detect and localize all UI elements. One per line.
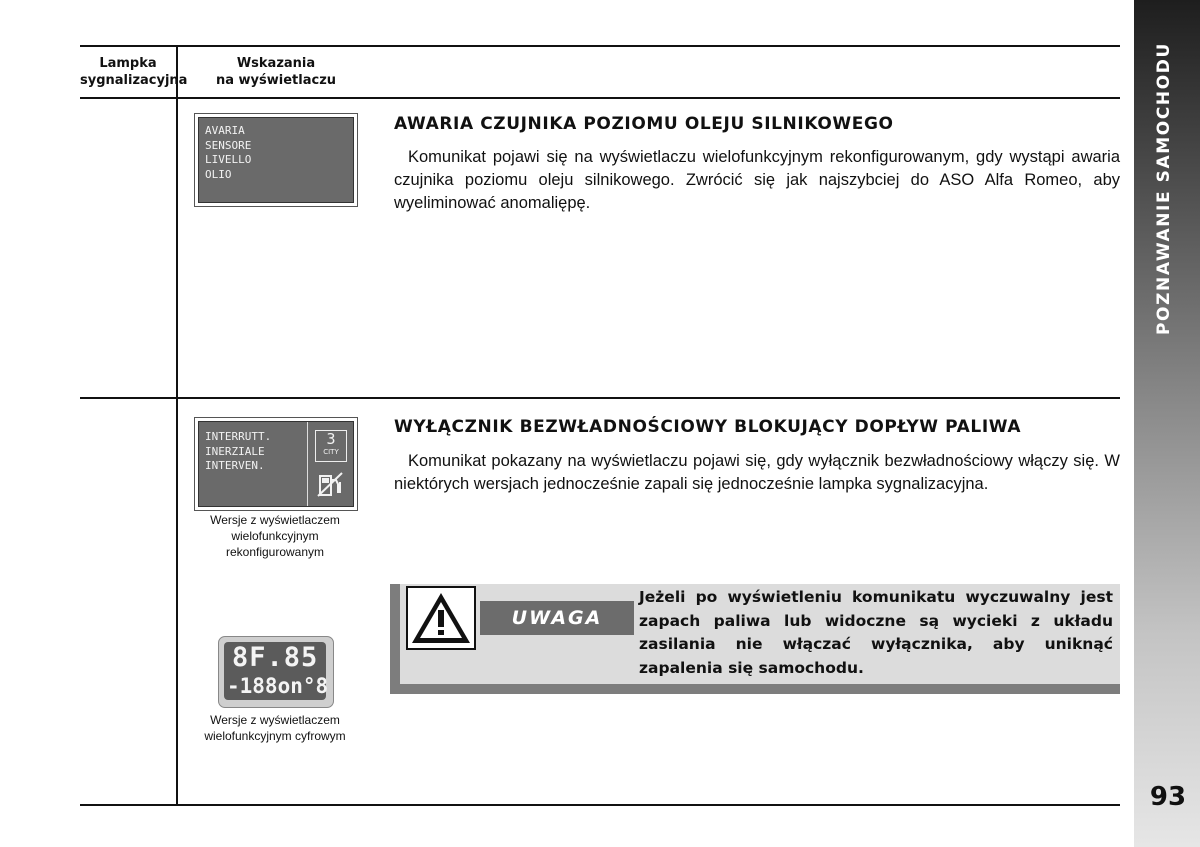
lcd-line: SENSORE [205,138,252,152]
caption-reconfigurable [190,512,360,560]
column-header-display [196,55,356,89]
caption-digital [190,712,360,744]
caption-line: Wersje z wyświetlaczem [210,513,340,527]
warning-triangle-icon [406,586,476,650]
lcd-screen [198,117,354,203]
caption-line: Wersje z wyświetlaczem [210,713,340,727]
drive-mode: CITY [323,448,339,456]
row-divider [80,397,1120,399]
gear-indicator [315,430,347,462]
top-rule [80,45,1120,47]
header-line: Wskazania [236,56,316,71]
lcd-line: INTERVEN. [205,459,265,472]
section1-title: AWARIA CZUJNIKA POZIOMU OLEJU SILNIKOWEGO [394,114,894,134]
caption-line: wielofunkcyjnym [231,529,319,543]
warning-text: Jeżeli po wyświetleniu komunikatu wyczuwalny jest zapach paliwa lub widoczne są wycieki z układu zasilania nie włączać wyłącznika, aby uniknąć zapalenia się samochodu. [639,588,1113,677]
lcd-text [205,124,251,182]
lcd-line: LIVELLO [205,153,252,166]
fuel-pump-crossed-icon [315,470,345,498]
warning-label-box [480,601,634,635]
column-divider [176,45,178,806]
bottom-rule [80,804,1120,806]
section2-text: Komunikat pokazany na wyświetlaczu pojawi się, gdy wyłącznik bezwładnościowy włączy się. W niektórych wersjach jednocześnie zapali się jednocześnie lampka sygnalizacyjna. [394,452,1120,493]
header-line: na wyświetlaczu [215,73,337,88]
section2-title: WYŁĄCZNIK BEZWŁADNOŚCIOWY BLOKUJĄCY DOPŁYW PALIWA [394,417,1022,437]
lcd-line: AVARIA [205,124,245,137]
digital-screen [224,642,329,700]
lcd-line: INTERRUTT. [205,430,272,443]
digital-display [218,636,334,708]
digital-bottom-row: -188on°8 [227,674,329,698]
display-oil-sensor [194,113,358,207]
caption-line: rekonfigurowanym [225,545,325,559]
section1-text: Komunikat pojawi się na wyświetlaczu wielofunkcyjnym rekonfigurowanym, gdy wystąpi awaria czujnika poziomu oleju silnikowego. Zwrócić się jak najszybciej do ASO Alfa Romeo, aby wyeliminować anomaliępę. [394,148,1120,212]
lcd-text [205,430,271,474]
caption-line: wielofunkcyjnym cyfrowym [204,729,346,743]
display-inertia-switch [194,417,358,511]
gear-number: 3 [326,430,336,448]
digital-top-row: 8F.85 [232,642,319,673]
lcd-line: OLIO [205,167,232,181]
header-rule [80,97,1120,99]
section-title-vertical: POZNAWANIE SAMOCHODU [1154,42,1174,335]
page-number: 93 [1149,782,1187,812]
header-line: sygnalizacyjna [80,73,188,88]
header-line: Lampka [99,56,157,71]
warning-label: UWAGA [511,607,603,629]
lcd-separator [307,422,308,506]
column-header-lamp [80,55,188,89]
lcd-screen [198,421,354,507]
lcd-line: INERZIALE [205,444,265,458]
